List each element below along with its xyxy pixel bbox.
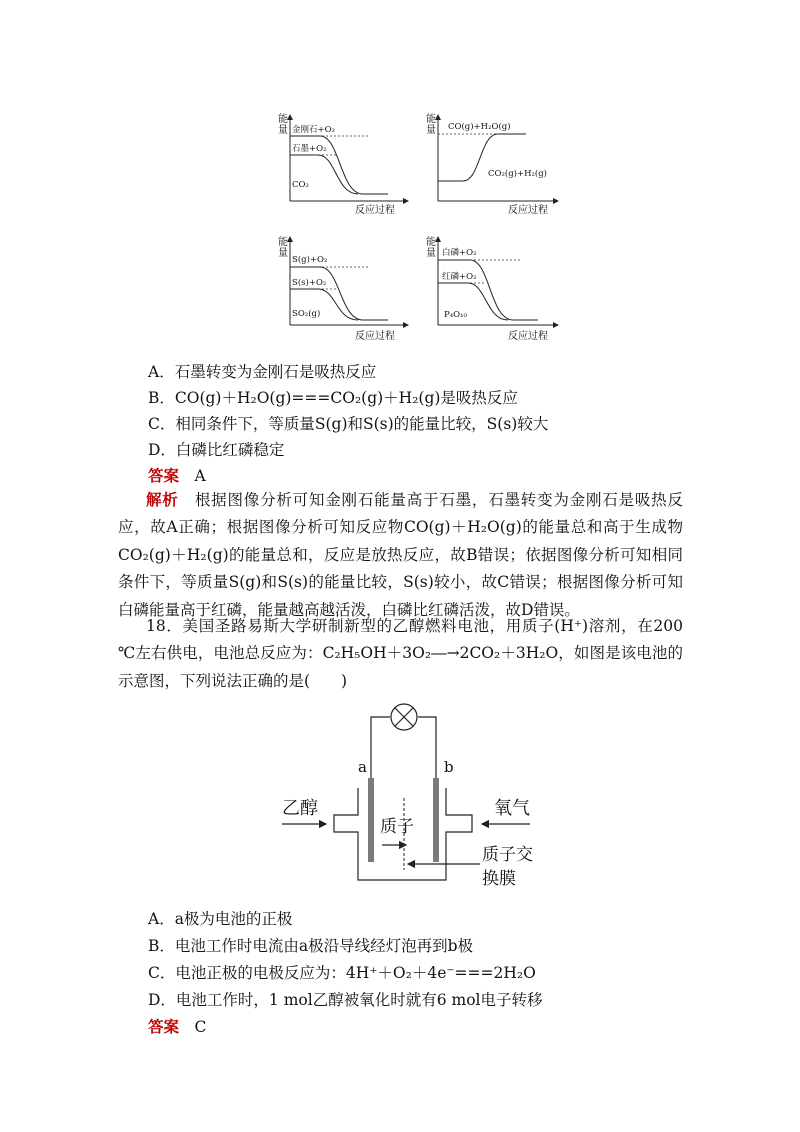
axis-y-label: 量	[426, 248, 436, 259]
ethanol-label: 乙醇	[282, 798, 318, 819]
q18-option-d: D．电池工作时，1 mol乙醇被氧化时就有6 mol电子转移	[148, 991, 543, 1009]
membrane-label-line2: 换膜	[482, 869, 516, 889]
answer-label: 答案	[148, 466, 180, 485]
energy-diagram-4	[426, 235, 558, 342]
q18-answer	[148, 1016, 206, 1038]
level-label-top: CO(g)+H₂O(g)	[448, 122, 511, 132]
axis-x-label: 反应过程	[355, 331, 395, 342]
axis-y-label: 能	[278, 237, 288, 248]
level-label-mid: 红磷+O₂	[442, 272, 477, 282]
fuel-cell-svg	[268, 690, 588, 900]
answer-value: A	[194, 467, 206, 485]
energy-diagram-2	[426, 112, 558, 216]
answer-label: 答案	[148, 1017, 180, 1036]
axis-y-label: 能	[426, 237, 436, 248]
membrane-label-line1: 质子交	[482, 845, 533, 865]
energy-diagram-3	[278, 235, 408, 342]
axis-y-label: 能	[426, 114, 436, 125]
bulb-icon	[391, 704, 417, 730]
electrode-b	[433, 778, 439, 862]
level-label-top: 金刚石+O₂	[292, 125, 335, 135]
q17-answer	[148, 465, 206, 487]
axis-y-label: 量	[278, 125, 288, 136]
q18-option-b: B．电池工作时电流由a极沿导线经灯泡再到b极	[148, 937, 474, 955]
q17-option-c: C．相同条件下，等质量S(g)和S(s)的能量比较，S(s)较大	[148, 415, 549, 433]
energy-diagrams-figure	[258, 95, 576, 357]
oxygen-label: 氧气	[494, 798, 530, 819]
level-label-top: S(g)+O₂	[292, 255, 328, 265]
axis-y-label: 量	[278, 248, 288, 259]
fuel-cell-figure	[268, 690, 588, 900]
level-label-top: 白磷+O₂	[442, 248, 477, 258]
level-label-bottom: P₄O₁₀	[444, 310, 467, 320]
axis-x-label: 反应过程	[508, 205, 548, 216]
electrode-a	[368, 778, 374, 862]
answer-value: C	[194, 1018, 207, 1036]
level-label-bottom: SO₂(g)	[292, 309, 321, 319]
electrode-b-label: b	[444, 758, 454, 776]
analysis-text: 根据图像分析可知金刚石能量高于石墨，石墨转变为金刚石是吸热反应，故A正确；根据图像分析可知反应物CO(g)＋H₂O(g)的能量总和高于生成物CO₂(g)＋H₂(g)的能量总和，反应是放热反应，故B错误；依据图像分析可知相同条件下，等质量S(g)和S(s)的能量比较，S(s)较小，故C错误；根据图像分析可知白磷能量高于红磷，能量越高越活泼，白磷比红磷活泼，故D错误。	[118, 491, 683, 619]
level-label-bottom: CO₂	[292, 180, 309, 190]
q18-option-a: A．a极为电池的正极	[148, 910, 293, 928]
level-label-mid: S(s)+O₂	[292, 278, 327, 288]
q17-option-b: B．CO(g)＋H₂O(g)===CO₂(g)＋H₂(g)是吸热反应	[148, 389, 518, 407]
axis-x-label: 反应过程	[355, 205, 395, 216]
q17-option-a: A．石墨转变为金刚石是吸热反应	[148, 363, 377, 381]
q17-option-d: D．白磷比红磷稳定	[148, 441, 285, 459]
q17-analysis	[118, 486, 683, 624]
q18-stem: 18．美国圣路易斯大学研制新型的乙醇燃料电池，用质子(H⁺)溶剂，在200 ℃左右供电，电池总反应为：C₂H₅OH＋3O₂―→2CO₂＋3H₂O，如图是该电池的示意图，下列说法正确的是( )	[118, 617, 683, 690]
electrode-a-label: a	[358, 758, 367, 776]
axis-y-label: 能	[278, 114, 288, 125]
level-label-mid: 石墨+O₂	[292, 144, 327, 154]
axis-x-label: 反应过程	[508, 331, 548, 342]
level-label-bottom: CO₂(g)+H₂(g)	[488, 169, 547, 179]
energy-diagram-1	[278, 112, 408, 216]
proton-label: 质子	[380, 817, 414, 837]
analysis-label: 解析	[146, 490, 179, 509]
q18-option-c: C．电池正极的电极反应为：4H⁺＋O₂＋4e⁻===2H₂O	[148, 964, 536, 982]
axis-y-label: 量	[426, 125, 436, 136]
energy-diagrams-svg	[258, 95, 576, 357]
